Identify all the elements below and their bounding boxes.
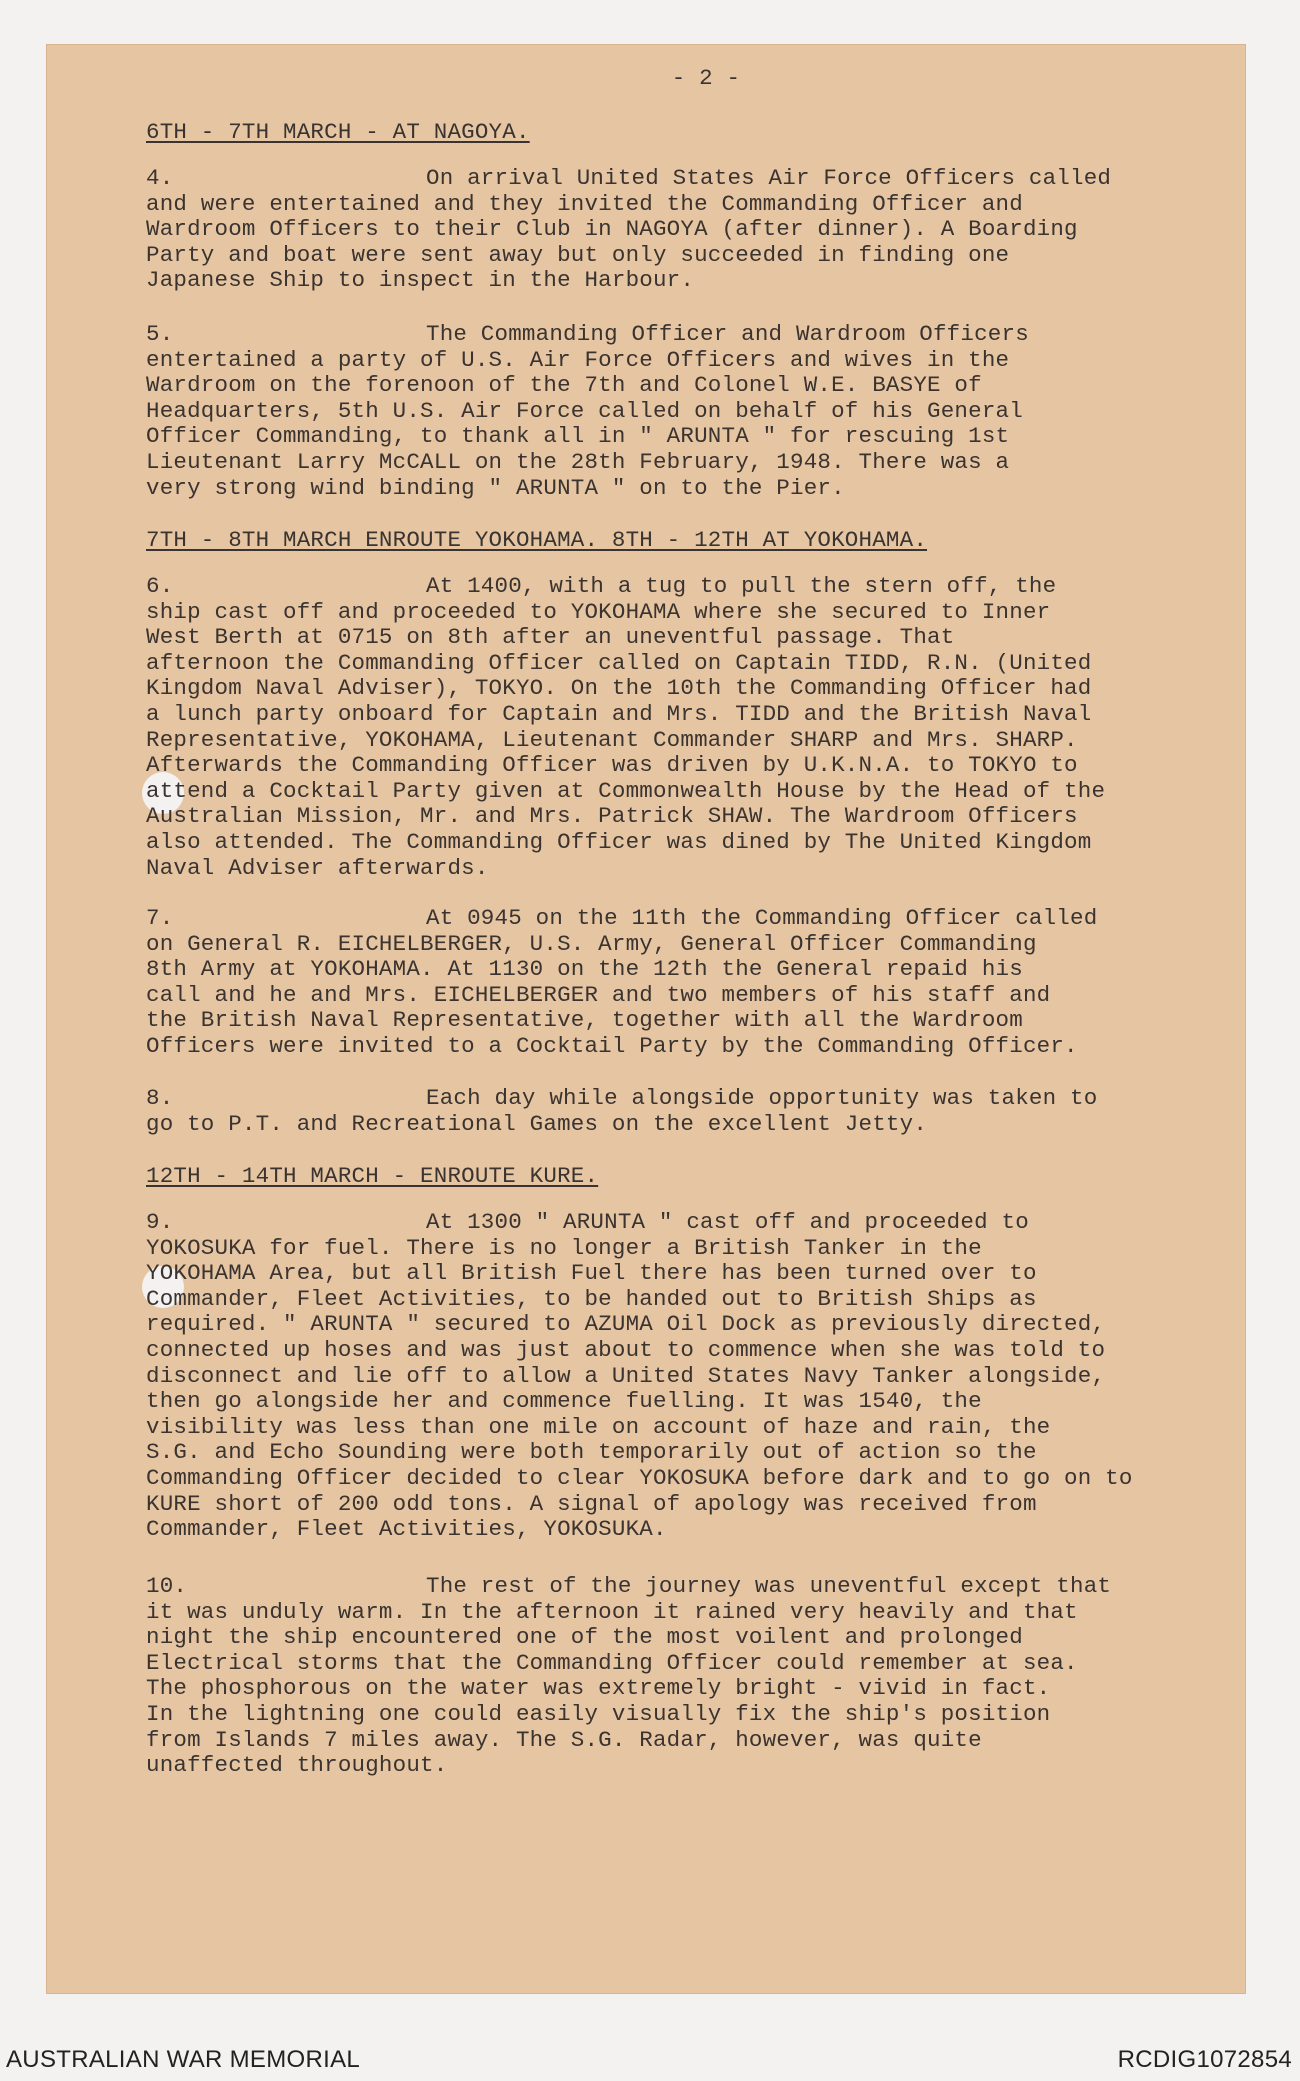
line-text: S.G. and Echo Sounding were both temporarily out of action so the [146,1439,1037,1466]
line-text: Japanese Ship to inspect in the Harbour. [146,267,695,294]
line-text: very strong wind binding " ARUNTA " on to the Pier. [146,474,845,501]
text-line [146,1676,1266,1702]
text-line [146,450,1266,476]
text-line [146,651,1266,677]
paragraph-number: 10. [146,1573,188,1599]
line-text: Commanding Officer decided to clear YOKOSUKA before dark and to go on to [146,1464,1133,1491]
text-line [146,1034,1266,1060]
line-text: and were entertained and they invited the Commanding Officer and [146,190,1023,217]
footer-record-id: RCDIG1072854 [1117,2046,1292,2073]
line-text: required. " ARUNTA " secured to AZUMA Oil Dock as previously directed, [146,1311,1106,1338]
line-text: Officer Commanding, to thank all in " ARUNTA " for rescuing 1st [146,423,1010,450]
line-text: At 1400, with a tug to pull the stern off, the [426,573,1057,599]
line-text: Kingdom Naval Adviser), TOKYO. On the 10th the Commanding Officer had [146,675,1092,702]
text-line [146,1415,1266,1441]
text-line [146,1008,1266,1034]
text-line [146,779,1266,805]
text-line [146,1440,1266,1466]
line-text: night the ship encountered one of the most voilent and prolonged [146,1624,1023,1651]
text-line [146,574,1266,600]
text-line [146,957,1266,983]
line-text: connected up hoses and was just about to commence when she was told to [146,1336,1106,1363]
line-text: a lunch party onboard for Captain and Mrs. TIDD and the British Naval [146,700,1092,727]
text-line [146,1389,1266,1415]
line-text: At 1300 " ARUNTA " cast off and proceeded to [426,1209,1029,1235]
text-line [146,1517,1266,1543]
text-line [146,192,1266,218]
text-line [146,217,1266,243]
text-line [146,1312,1266,1338]
line-text: Wardroom Officers to their Club in NAGOYA (after dinner). A Boarding [146,216,1078,243]
line-text: entertained a party of U.S. Air Force Officers and wives in the [146,346,1010,373]
line-text: ship cast off and proceeded to YOKOHAMA where she secured to Inner [146,598,1051,625]
line-text: The phosphorous on the water was extremely bright - vivid in fact. [146,1675,1051,1702]
line-text: West Berth at 0715 on 8th after an uneventful passage. That [146,624,955,651]
text-line [146,1210,1266,1236]
paragraph-6 [146,574,1266,881]
line-text: Afterwards the Commanding Officer was driven by U.K.N.A. to TOKYO to [146,752,1078,779]
line-text: Electrical storms that the Commanding Officer could remember at sea. [146,1649,1078,1676]
line-text: call and he and Mrs. EICHELBERGER and two members of his staff and [146,981,1051,1008]
line-text: from Islands 7 miles away. The S.G. Radar, however, was quite [146,1726,982,1753]
text-line [146,856,1266,882]
text-line [146,1600,1266,1626]
text-line [146,932,1266,958]
text-line [146,1287,1266,1313]
text-line [146,1702,1266,1728]
paragraph-number: 6. [146,573,174,599]
text-line [146,1112,1266,1138]
text-line [146,1364,1266,1390]
paragraph-10 [146,1574,1266,1779]
text-line [146,1574,1266,1600]
text-line [146,243,1266,269]
line-text: Each day while alongside opportunity was taken to [426,1085,1098,1111]
line-text: In the lightning one could easily visually fix the ship's position [146,1700,1051,1727]
paragraph-number: 9. [146,1209,174,1235]
text-line [146,348,1266,374]
line-text: 8th Army at YOKOHAMA. At 1130 on the 12th the General repaid his [146,956,1023,983]
text-line [146,476,1266,502]
line-text: unaffected throughout. [146,1752,448,1779]
line-text: Commander, Fleet Activities, YOKOSUKA. [146,1516,667,1543]
text-line [146,906,1266,932]
text-line [146,1728,1266,1754]
text-line [146,373,1266,399]
line-text: attend a Cocktail Party given at Commonwealth House by the Head of the [146,777,1106,804]
paragraph-number: 5. [146,321,174,347]
text-line [146,702,1266,728]
section-heading: 7TH - 8TH MARCH ENROUTE YOKOHAMA. 8TH - 12TH AT YOKOHAMA. [146,527,928,553]
paragraph-9 [146,1210,1266,1543]
line-text: Officers were invited to a Cocktail Party by the Commanding Officer. [146,1032,1078,1059]
text-line [146,322,1266,348]
text-line [146,424,1266,450]
section-heading: 6TH - 7TH MARCH - AT NAGOYA. [146,119,530,145]
line-text: The rest of the journey was uneventful except that [426,1573,1112,1599]
text-line [146,830,1266,856]
line-text: YOKOHAMA Area, but all British Fuel there has been turned over to [146,1260,1037,1287]
line-text: disconnect and lie off to allow a United States Navy Tanker alongside, [146,1362,1106,1389]
line-text: go to P.T. and Recreational Games on the excellent Jetty. [146,1110,928,1137]
line-text: YOKOSUKA for fuel. There is no longer a British Tanker in the [146,1234,982,1261]
page-number: - 2 - [671,65,741,91]
line-text: Headquarters, 5th U.S. Air Force called on behalf of his General [146,397,1023,424]
line-text: Wardroom on the forenoon of the 7th and Colonel W.E. BASYE of [146,372,982,399]
text-line [146,728,1266,754]
paragraph-5 [146,322,1266,501]
text-line [146,1753,1266,1779]
text-line [146,1261,1266,1287]
line-text: Party and boat were sent away but only succeeded in finding one [146,241,1010,268]
line-text: KURE short of 200 odd tons. A signal of apology was received from [146,1490,1037,1517]
text-line [146,268,1266,294]
line-text: on General R. EICHELBERGER, U.S. Army, General Officer Commanding [146,930,1037,957]
text-line [146,1466,1266,1492]
line-text: On arrival United States Air Force Officers called [426,165,1112,191]
text-line [146,1625,1266,1651]
paragraph-number: 8. [146,1085,174,1111]
line-text: Representative, YOKOHAMA, Lieutenant Commander SHARP and Mrs. SHARP. [146,726,1078,753]
text-line [146,1338,1266,1364]
text-line [146,676,1266,702]
text-line [146,1236,1266,1262]
section-heading: 12TH - 14TH MARCH - ENROUTE KURE. [146,1163,599,1189]
text-line [146,1492,1266,1518]
line-text: afternoon the Commanding Officer called on Captain TIDD, R.N. (United [146,649,1092,676]
line-text: At 0945 on the 11th the Commanding Officer called [426,905,1098,931]
document-page [46,44,1246,1994]
text-line [146,983,1266,1009]
line-text: Australian Mission, Mr. and Mrs. Patrick SHAW. The Wardroom Officers [146,803,1078,830]
text-line [146,1086,1266,1112]
line-text: The Commanding Officer and Wardroom Officers [426,321,1029,347]
paragraph-4 [146,166,1266,294]
text-line [146,600,1266,626]
paragraph-number: 4. [146,165,174,191]
paragraph-number: 7. [146,905,174,931]
line-text: then go alongside her and commence fuelling. It was 1540, the [146,1388,982,1415]
line-text: visibility was less than one mile on account of haze and rain, the [146,1413,1051,1440]
text-line [146,166,1266,192]
line-text: the British Naval Representative, together with all the Wardroom [146,1007,1023,1034]
paragraph-8 [146,1086,1266,1137]
text-line [146,1651,1266,1677]
text-line [146,753,1266,779]
line-text: Naval Adviser afterwards. [146,854,489,881]
text-line [146,399,1266,425]
text-line [146,804,1266,830]
paragraph-7 [146,906,1266,1060]
line-text: it was unduly warm. In the afternoon it rained very heavily and that [146,1598,1078,1625]
line-text: Commander, Fleet Activities, to be handed out to British Ships as [146,1285,1037,1312]
text-line [146,625,1266,651]
footer-archive-name: AUSTRALIAN WAR MEMORIAL [6,2046,361,2073]
line-text: Lieutenant Larry McCALL on the 28th February, 1948. There was a [146,448,1010,475]
line-text: also attended. The Commanding Officer was dined by The United Kingdom [146,828,1092,855]
